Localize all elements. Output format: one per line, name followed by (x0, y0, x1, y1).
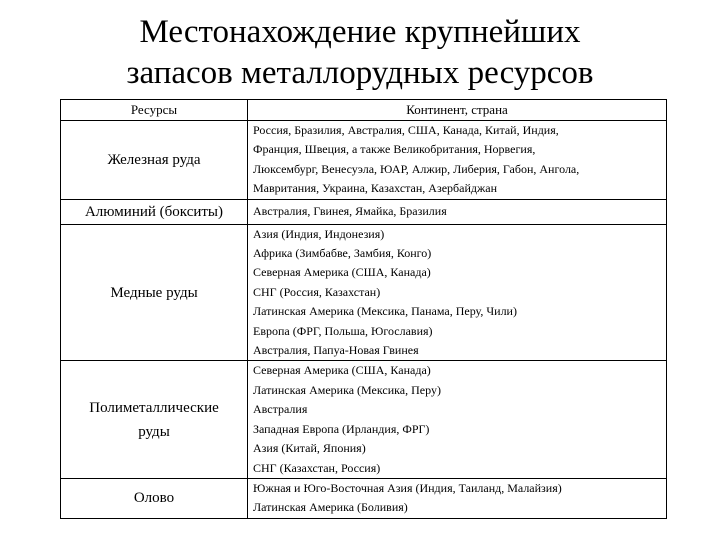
countries-cell (248, 361, 667, 478)
countries-line: Северная Америка (США, Канада) (253, 265, 431, 280)
countries-line: Австралия (253, 402, 308, 417)
resource-name: руды (138, 423, 170, 440)
table-row (61, 121, 667, 200)
table-header-row (61, 100, 667, 121)
resource-cell (61, 199, 248, 224)
countries-line: Франция, Швеция, а также Великобритания, Норвегия, (253, 142, 536, 157)
countries-line: Африка (Зимбабве, Замбия, Конго) (253, 246, 432, 261)
countries-line: Люксембург, Венесуэла, ЮАР, Алжир, Либерия, Габон, Ангола, (253, 161, 580, 176)
countries-line: Европа (ФРГ, Польша, Югославия) (253, 323, 433, 338)
title-line: Местонахождение крупнейших (139, 14, 581, 50)
header-resources: Ресурсы (61, 100, 248, 121)
countries-line: Австралия, Гвинея, Ямайка, Бразилия (253, 203, 447, 218)
countries-line: СНГ (Россия, Казахстан) (253, 284, 381, 299)
countries-cell (248, 121, 667, 200)
table-row (61, 199, 667, 224)
countries-cell (248, 224, 667, 361)
resource-cell (61, 361, 248, 478)
page-title (0, 12, 720, 94)
countries-line: Австралия, Папуа-Новая Гвинея (253, 343, 419, 358)
countries-line: Латинская Америка (Мексика, Панама, Перу, Чили) (253, 304, 517, 319)
resource-name: Алюминий (бокситы) (84, 203, 224, 220)
countries-cell (248, 199, 667, 224)
countries-line: Северная Америка (США, Канада) (253, 363, 431, 378)
resource-cell (61, 224, 248, 361)
countries-line: Западная Европа (Ирландия, ФРГ) (253, 421, 430, 436)
table-row (61, 224, 667, 361)
resource-cell (61, 121, 248, 200)
title-line: запасов металлорудных ресурсов (126, 55, 594, 91)
countries-line: Азия (Китай, Япония) (253, 441, 366, 456)
countries-line: Латинская Америка (Мексика, Перу) (253, 382, 441, 397)
resource-name: Медные руды (110, 284, 198, 301)
resources-table (60, 99, 667, 519)
resource-name: Железная руда (107, 151, 201, 168)
table-row (61, 478, 667, 518)
countries-line: Мавритания, Украина, Казахстан, Азербайджан (253, 181, 498, 196)
resource-cell (61, 478, 248, 518)
countries-line: Южная и Юго-Восточная Азия (Индия, Таиланд, Малайзия) (253, 480, 562, 495)
countries-line: СНГ (Казахстан, Россия) (253, 460, 381, 475)
resource-name: Полиметаллические (89, 399, 219, 416)
countries-line: Латинская Америка (Боливия) (253, 500, 408, 515)
countries-line: Россия, Бразилия, Австралия, США, Канада, Китай, Индия, (253, 123, 559, 137)
header-continent-country: Континент, страна (248, 100, 667, 121)
countries-line: Азия (Индия, Индонезия) (253, 226, 385, 241)
countries-cell (248, 478, 667, 518)
table-row (61, 361, 667, 478)
resource-name: Олово (133, 490, 175, 507)
